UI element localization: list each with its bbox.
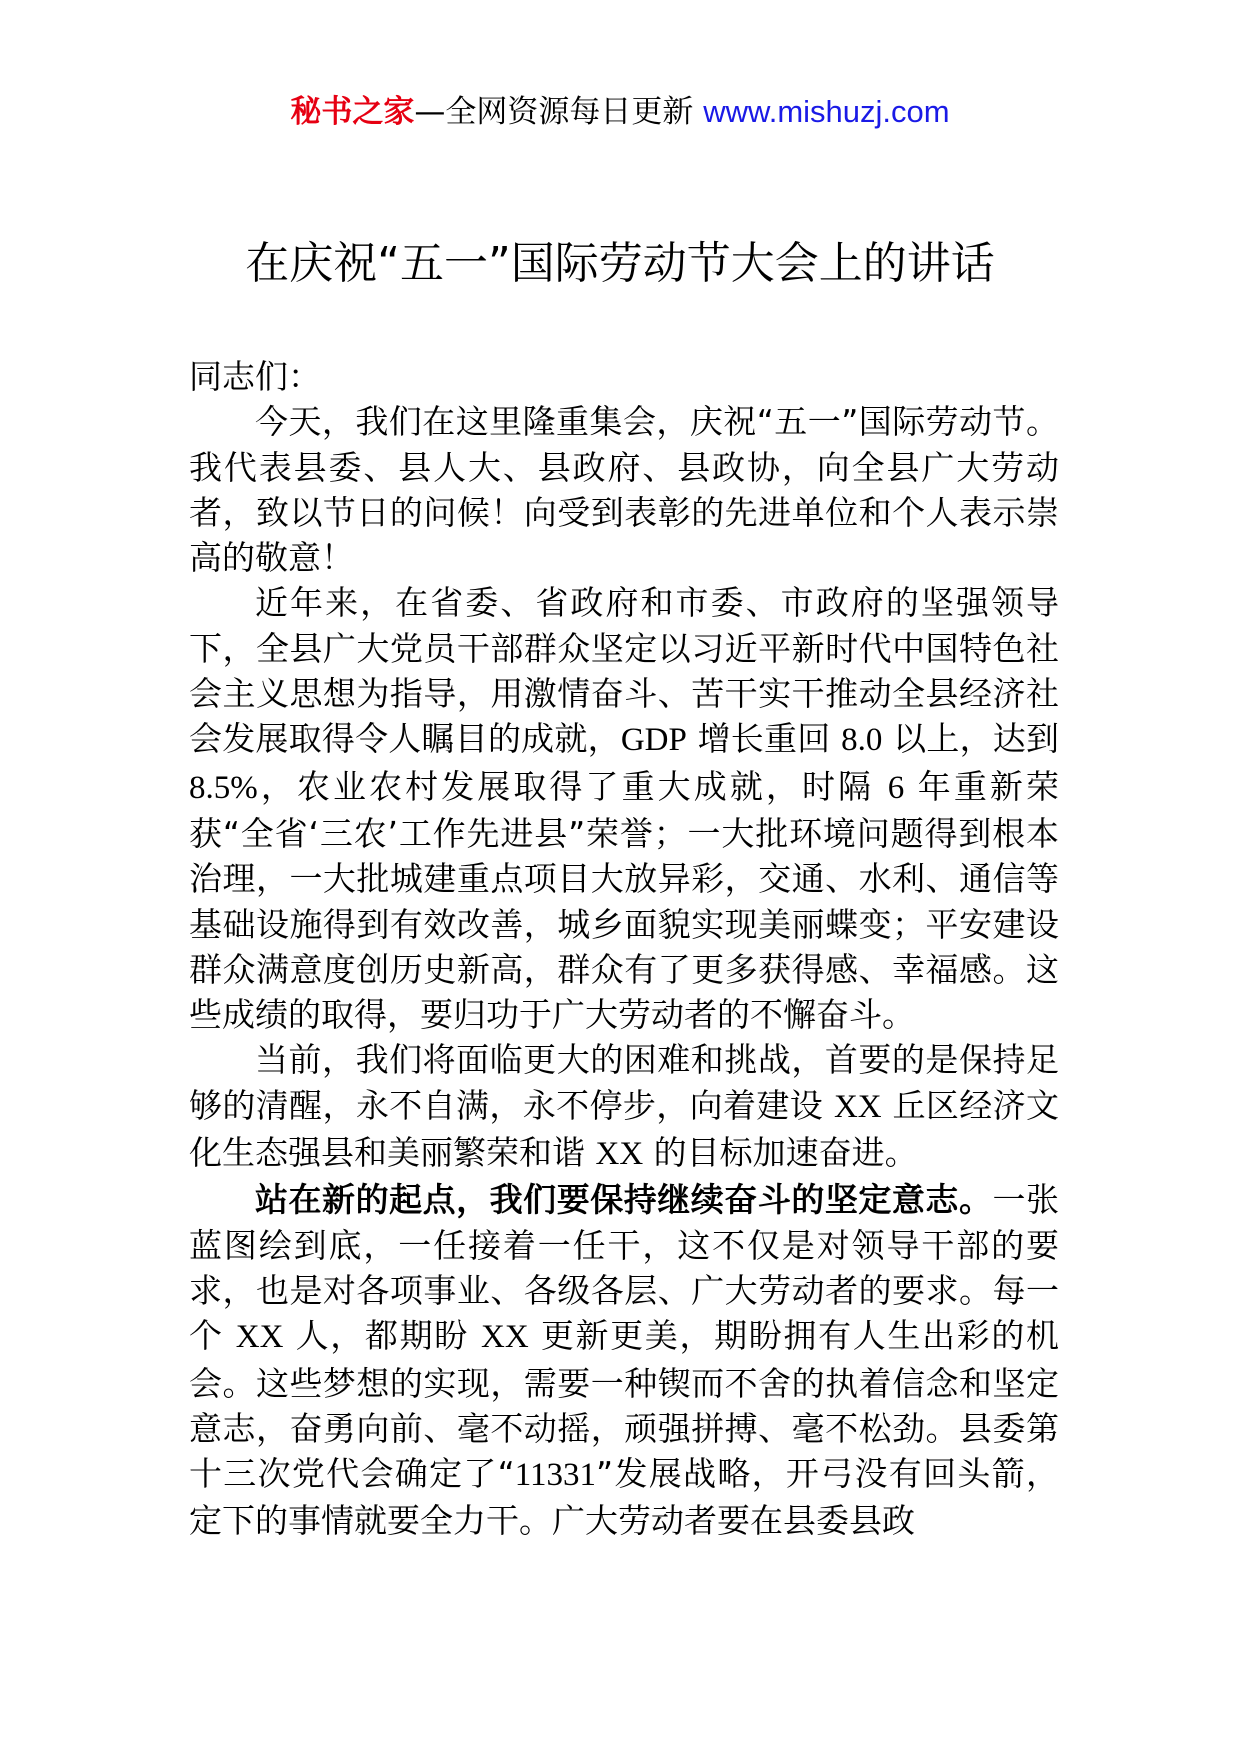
document-body <box>189 354 1059 1544</box>
latin-run: 8.0 <box>841 722 883 759</box>
paragraph-resolve <box>189 1177 1059 1543</box>
latin-run: XX <box>833 1088 882 1125</box>
site-brand: 秘书之家 <box>290 94 415 130</box>
latin-run: 8.5% <box>189 769 258 806</box>
site-url-link[interactable]: www.mishuzj.com <box>703 94 950 129</box>
latin-run: GDP <box>620 722 687 759</box>
latin-run: XX <box>235 1319 284 1356</box>
latin-run: 6 <box>887 769 905 806</box>
latin-run: 11331 <box>514 1457 597 1494</box>
document-title: 在庆祝“五一”国际劳动节大会上的讲话 <box>245 238 995 289</box>
site-header <box>0 92 1240 132</box>
paragraph-lead-sentence: 站在新的起点，我们要保持继续奋斗的坚定意志。 <box>255 1180 993 1220</box>
site-slogan: —全网资源每日更新 <box>414 94 704 130</box>
paragraph-greeting: 今天，我们在这里隆重集会，庆祝“五一”国际劳动节。我代表县委、县人大、县政府、县政协，向全县广大劳动者，致以节日的问候！向受到表彰的先进单位和个人表示崇高的敬意！ <box>189 402 1059 578</box>
paragraph-challenges: 当前，我们将面临更大的困难和挑战，首要的是保持足够的清醒，永不自满，永不停步，向着建设 XX 丘区经济文化生态强县和美丽繁荣和谐 XX 的目标加速奋进。 <box>189 1040 1059 1173</box>
paragraph-achievements: 近年来，在省委、省政府和市委、市政府的坚强领导下，全县广大党员干部群众坚定以习近平新时代中国特色社会主义思想为指导，用激情奋斗、苦干实干推动全县经济社会发展取得令人瞩目的成就，GDP 增长重回 8.0 以上，达到 8.5%，农业农村发展取得了重大成就，时隔 6 年重新荣获“全省‘三农’工作先进县”荣誉；一大批环境问题得到根本治理，一大批城建重点项目大放异彩，交通、水利、通信等基础设施得到有效改善，城乡面貌实现美丽蝶变；平安建设群众满意度创历史新高，群众有了更多获得感、幸福感。这些成绩的取得，要归功于广大劳动者的不懈奋斗。 <box>189 583 1060 1035</box>
paragraph-resolve-text: 一张蓝图绘到底，一任接着一任干，这不仅是对领导干部的要求，也是对各项事业、各级各层、广大劳动者的要求。每一个 XX 人，都期盼 XX 更新更美，期盼拥有人生出彩的机会。这些梦想的实现，需要一种锲而不舍的执着信念和坚定意志，奋勇向前、毫不动摇，顽强拼搏、毫不松劲。县委第十三次党代会确定了“11331”发展战略，开弓没有回头箭，定下的事情就要全力干。广大劳动者要在县委县政 <box>189 1180 1060 1541</box>
latin-run: XX <box>481 1319 529 1356</box>
latin-run: XX <box>595 1136 644 1173</box>
salutation: 同志们： <box>189 357 321 396</box>
